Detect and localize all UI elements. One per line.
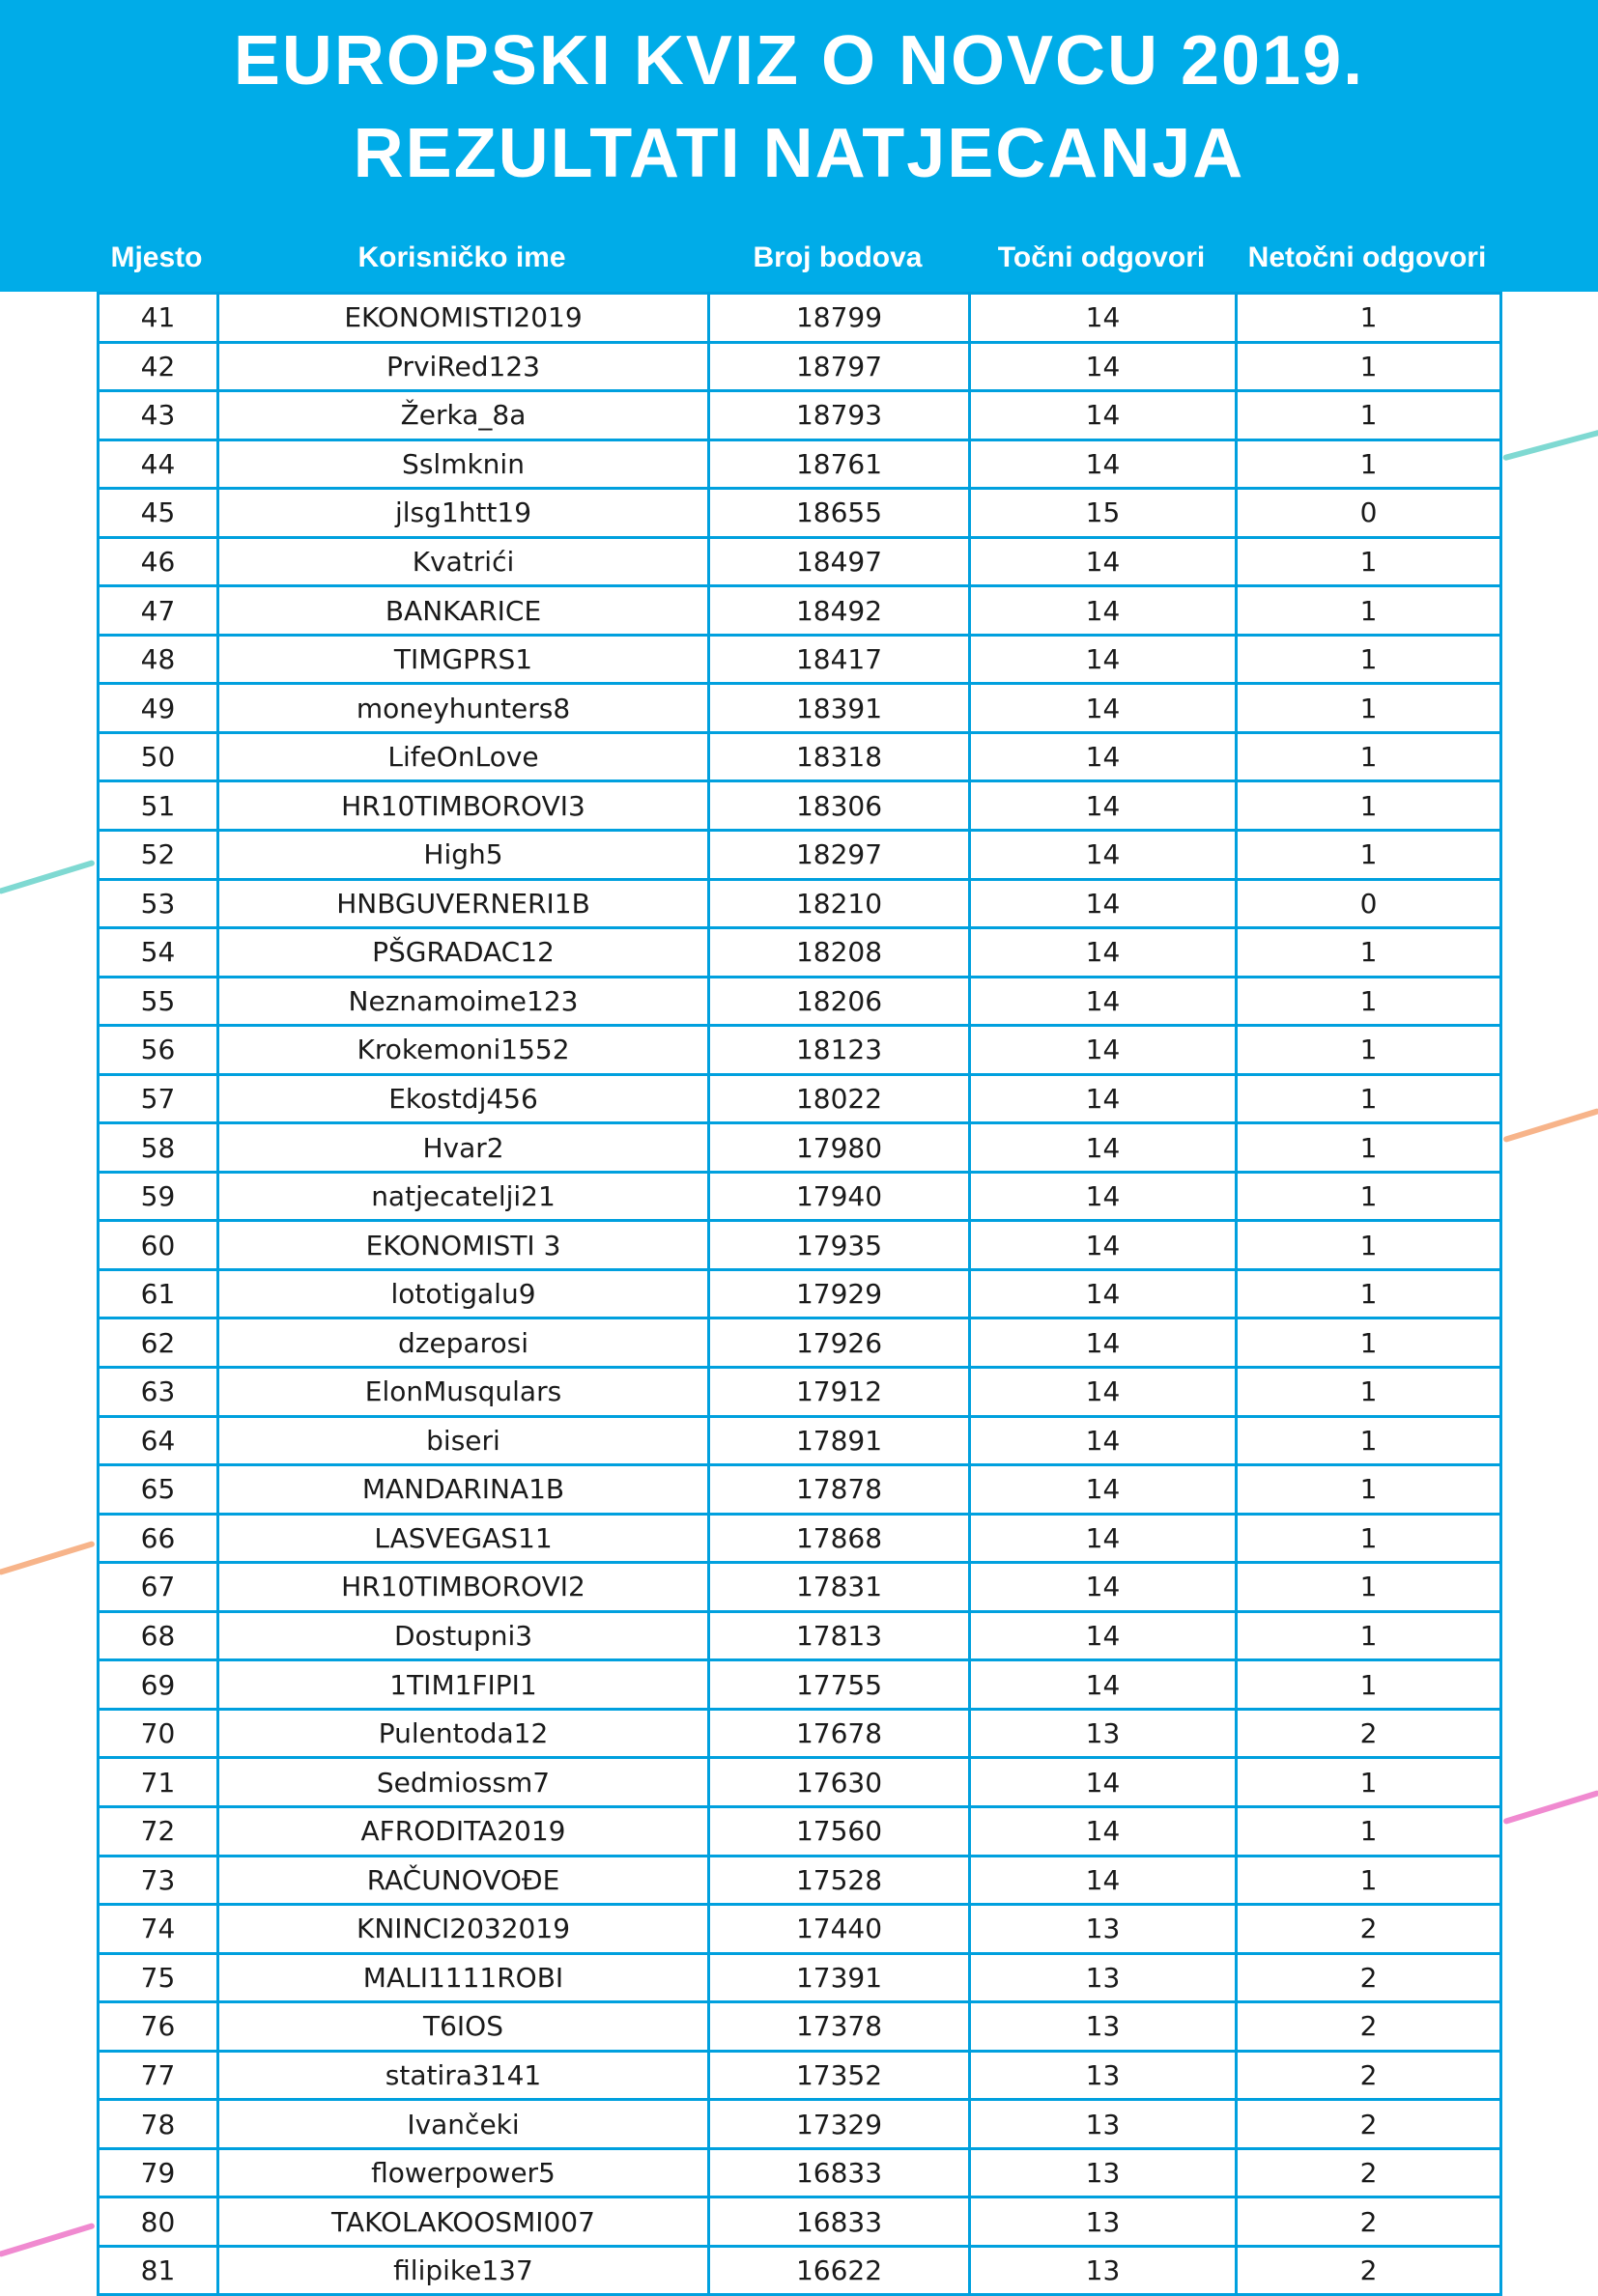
points-cell: 18655: [709, 489, 970, 538]
incorrect-answers-cell: 1: [1237, 977, 1501, 1026]
points-cell: 17891: [709, 1416, 970, 1465]
table-row: [99, 2100, 1501, 2149]
correct-answers-cell: 15: [970, 489, 1237, 538]
correct-answers-cell: 14: [970, 1660, 1237, 1710]
points-cell: 17935: [709, 1221, 970, 1270]
table-row: [99, 1074, 1501, 1123]
correct-answers-cell: 13: [970, 2197, 1237, 2247]
username-cell: Sedmiossm7: [218, 1758, 709, 1807]
incorrect-answers-cell: 1: [1237, 294, 1501, 343]
table-row: [99, 2148, 1501, 2197]
correct-answers-cell: 14: [970, 1269, 1237, 1318]
incorrect-answers-cell: 1: [1237, 1514, 1501, 1563]
rank-cell: 44: [99, 439, 218, 489]
rank-cell: 54: [99, 928, 218, 978]
incorrect-answers-cell: 1: [1237, 635, 1501, 684]
table-row: [99, 1905, 1501, 1954]
username-cell: 1TIM1FIPI1: [218, 1660, 709, 1710]
rank-cell: 55: [99, 977, 218, 1026]
points-cell: 17926: [709, 1318, 970, 1368]
correct-answers-cell: 13: [970, 1905, 1237, 1954]
rank-cell: 47: [99, 586, 218, 636]
rank-cell: 81: [99, 2246, 218, 2295]
username-cell: jlsg1htt19: [218, 489, 709, 538]
correct-answers-cell: 14: [970, 1172, 1237, 1221]
correct-answers-cell: 14: [970, 928, 1237, 978]
correct-answers-cell: 14: [970, 1563, 1237, 1612]
rank-cell: 69: [99, 1660, 218, 1710]
rank-cell: 41: [99, 294, 218, 343]
points-cell: 18318: [709, 732, 970, 781]
page-title-line-1: EUROPSKI KVIZ O NOVCU 2019.: [233, 22, 1365, 99]
username-cell: HR10TIMBOROVI3: [218, 781, 709, 831]
points-cell: 18492: [709, 586, 970, 636]
incorrect-answers-cell: 1: [1237, 1074, 1501, 1123]
incorrect-answers-cell: 1: [1237, 1269, 1501, 1318]
correct-answers-cell: 14: [970, 1611, 1237, 1660]
correct-answers-cell: 14: [970, 1514, 1237, 1563]
table-row: [99, 342, 1501, 391]
table-row: [99, 831, 1501, 880]
username-cell: dzeparosi: [218, 1318, 709, 1368]
rank-cell: 74: [99, 1905, 218, 1954]
points-cell: 17630: [709, 1758, 970, 1807]
table-row: [99, 635, 1501, 684]
correct-answers-cell: 14: [970, 1074, 1237, 1123]
points-cell: 17929: [709, 1269, 970, 1318]
username-cell: Sslmknin: [218, 439, 709, 489]
rank-cell: 66: [99, 1514, 218, 1563]
table-row: [99, 586, 1501, 636]
username-cell: T6IOS: [218, 2002, 709, 2052]
decorative-stroke: [1502, 1790, 1598, 1825]
column-header-broj-bodova: Broj bodova: [753, 241, 923, 273]
incorrect-answers-cell: 1: [1237, 1172, 1501, 1221]
incorrect-answers-cell: 1: [1237, 831, 1501, 880]
correct-answers-cell: 14: [970, 977, 1237, 1026]
column-header-mjesto: Mjesto: [110, 241, 203, 273]
incorrect-answers-cell: 1: [1237, 586, 1501, 636]
correct-answers-cell: 14: [970, 1368, 1237, 1417]
table-row: [99, 1368, 1501, 1417]
correct-answers-cell: 14: [970, 1026, 1237, 1075]
username-cell: Ivančeki: [218, 2100, 709, 2149]
column-header-netocni-odgovori: Netočni odgovori: [1247, 241, 1487, 273]
username-cell: Krokemoni1552: [218, 1026, 709, 1075]
username-cell: PŠGRADAC12: [218, 928, 709, 978]
username-cell: Kvatrići: [218, 537, 709, 586]
table-row: [99, 1123, 1501, 1173]
username-cell: natjecatelji21: [218, 1172, 709, 1221]
table-row: [99, 1026, 1501, 1075]
rank-cell: 65: [99, 1465, 218, 1515]
incorrect-answers-cell: 2: [1237, 2197, 1501, 2247]
correct-answers-cell: 14: [970, 391, 1237, 440]
incorrect-answers-cell: 1: [1237, 537, 1501, 586]
incorrect-answers-cell: 1: [1237, 1611, 1501, 1660]
incorrect-answers-cell: 2: [1237, 2100, 1501, 2149]
username-cell: High5: [218, 831, 709, 880]
username-cell: TAKOLAKOOSMI007: [218, 2197, 709, 2247]
rank-cell: 57: [99, 1074, 218, 1123]
points-cell: 18297: [709, 831, 970, 880]
table-row: [99, 537, 1501, 586]
rank-cell: 51: [99, 781, 218, 831]
points-cell: 18497: [709, 537, 970, 586]
username-cell: EKONOMISTI 3: [218, 1221, 709, 1270]
incorrect-answers-cell: 1: [1237, 439, 1501, 489]
points-cell: 17678: [709, 1709, 970, 1758]
table-row: [99, 1953, 1501, 2002]
points-cell: 17878: [709, 1465, 970, 1515]
correct-answers-cell: 13: [970, 1709, 1237, 1758]
correct-answers-cell: 14: [970, 439, 1237, 489]
correct-answers-cell: 14: [970, 294, 1237, 343]
points-cell: 16833: [709, 2197, 970, 2247]
username-cell: Hvar2: [218, 1123, 709, 1173]
table-row: [99, 732, 1501, 781]
correct-answers-cell: 14: [970, 635, 1237, 684]
username-cell: ElonMusqulars: [218, 1368, 709, 1417]
correct-answers-cell: 13: [970, 1953, 1237, 2002]
points-cell: 17528: [709, 1856, 970, 1905]
points-cell: 18208: [709, 928, 970, 978]
incorrect-answers-cell: 1: [1237, 1660, 1501, 1710]
username-cell: filipike137: [218, 2246, 709, 2295]
points-cell: 18793: [709, 391, 970, 440]
rank-cell: 49: [99, 684, 218, 733]
points-cell: 17378: [709, 2002, 970, 2052]
correct-answers-cell: 14: [970, 1465, 1237, 1515]
points-cell: 17912: [709, 1368, 970, 1417]
table-row: [99, 1709, 1501, 1758]
username-cell: flowerpower5: [218, 2148, 709, 2197]
table-row: [99, 2246, 1501, 2295]
username-cell: MALI1111ROBI: [218, 1953, 709, 2002]
rank-cell: 63: [99, 1368, 218, 1417]
rank-cell: 60: [99, 1221, 218, 1270]
table-row: [99, 1514, 1501, 1563]
incorrect-answers-cell: 2: [1237, 2246, 1501, 2295]
incorrect-answers-cell: 1: [1237, 1416, 1501, 1465]
username-cell: AFRODITA2019: [218, 1806, 709, 1856]
username-cell: LASVEGAS11: [218, 1514, 709, 1563]
table-row: [99, 879, 1501, 928]
username-cell: BANKARICE: [218, 586, 709, 636]
points-cell: 17868: [709, 1514, 970, 1563]
rank-cell: 62: [99, 1318, 218, 1368]
username-cell: KNINCI2032019: [218, 1905, 709, 1954]
correct-answers-cell: 14: [970, 1806, 1237, 1856]
incorrect-answers-cell: 1: [1237, 1368, 1501, 1417]
rank-cell: 42: [99, 342, 218, 391]
results-table: [97, 292, 1502, 2296]
rank-cell: 45: [99, 489, 218, 538]
table-row: [99, 977, 1501, 1026]
table-row: [99, 1758, 1501, 1807]
correct-answers-cell: 13: [970, 2246, 1237, 2295]
rank-cell: 76: [99, 2002, 218, 2052]
rank-cell: 71: [99, 1758, 218, 1807]
points-cell: 18123: [709, 1026, 970, 1075]
table-row: [99, 1856, 1501, 1905]
rank-cell: 43: [99, 391, 218, 440]
username-cell: HR10TIMBOROVI2: [218, 1563, 709, 1612]
points-cell: 17813: [709, 1611, 970, 1660]
table-row: [99, 439, 1501, 489]
points-cell: 18417: [709, 635, 970, 684]
rank-cell: 48: [99, 635, 218, 684]
points-cell: 16833: [709, 2148, 970, 2197]
header-banner: [0, 0, 1598, 292]
rank-cell: 56: [99, 1026, 218, 1075]
correct-answers-cell: 14: [970, 781, 1237, 831]
incorrect-answers-cell: 2: [1237, 1905, 1501, 1954]
points-cell: 18797: [709, 342, 970, 391]
rank-cell: 61: [99, 1269, 218, 1318]
incorrect-answers-cell: 1: [1237, 1221, 1501, 1270]
table-row: [99, 1563, 1501, 1612]
correct-answers-cell: 14: [970, 879, 1237, 928]
incorrect-answers-cell: 1: [1237, 732, 1501, 781]
points-cell: 18022: [709, 1074, 970, 1123]
incorrect-answers-cell: 1: [1237, 342, 1501, 391]
points-cell: 17440: [709, 1905, 970, 1954]
username-cell: biseri: [218, 1416, 709, 1465]
decorative-stroke: [1502, 1108, 1598, 1143]
points-cell: 17329: [709, 2100, 970, 2149]
rank-cell: 46: [99, 537, 218, 586]
incorrect-answers-cell: 1: [1237, 1758, 1501, 1807]
rank-cell: 80: [99, 2197, 218, 2247]
points-cell: 17391: [709, 1953, 970, 2002]
table-row: [99, 1221, 1501, 1270]
points-cell: 16622: [709, 2246, 970, 2295]
username-cell: RAČUNOVOĐE: [218, 1856, 709, 1905]
table-row: [99, 2197, 1501, 2247]
username-cell: PrviRed123: [218, 342, 709, 391]
username-cell: Žerka_8a: [218, 391, 709, 440]
page-title-line-2: REZULTATI NATJECANJA: [353, 115, 1245, 192]
table-row: [99, 1172, 1501, 1221]
points-cell: 17831: [709, 1563, 970, 1612]
rank-cell: 77: [99, 2051, 218, 2100]
rank-cell: 67: [99, 1563, 218, 1612]
table-row: [99, 1416, 1501, 1465]
correct-answers-cell: 14: [970, 1123, 1237, 1173]
correct-answers-cell: 14: [970, 1856, 1237, 1905]
username-cell: TIMGPRS1: [218, 635, 709, 684]
incorrect-answers-cell: 2: [1237, 2148, 1501, 2197]
correct-answers-cell: 14: [970, 342, 1237, 391]
table-row: [99, 391, 1501, 440]
table-row: [99, 1660, 1501, 1710]
username-cell: moneyhunters8: [218, 684, 709, 733]
incorrect-answers-cell: 2: [1237, 2051, 1501, 2100]
rank-cell: 79: [99, 2148, 218, 2197]
table-row: [99, 1465, 1501, 1515]
incorrect-answers-cell: 0: [1237, 489, 1501, 538]
incorrect-answers-cell: 1: [1237, 684, 1501, 733]
correct-answers-cell: 14: [970, 586, 1237, 636]
incorrect-answers-cell: 1: [1237, 1026, 1501, 1075]
incorrect-answers-cell: 1: [1237, 1563, 1501, 1612]
decorative-stroke: [0, 1541, 96, 1575]
points-cell: 18761: [709, 439, 970, 489]
decorative-stroke: [1502, 430, 1598, 462]
decorative-stroke: [0, 860, 96, 894]
incorrect-answers-cell: 1: [1237, 1856, 1501, 1905]
table-row: [99, 2051, 1501, 2100]
rank-cell: 58: [99, 1123, 218, 1173]
rank-cell: 53: [99, 879, 218, 928]
rank-cell: 59: [99, 1172, 218, 1221]
table-row: [99, 1611, 1501, 1660]
username-cell: MANDARINA1B: [218, 1465, 709, 1515]
username-cell: LifeOnLove: [218, 732, 709, 781]
username-cell: HNBGUVERNERI1B: [218, 879, 709, 928]
table-row: [99, 781, 1501, 831]
username-cell: Neznamoime123: [218, 977, 709, 1026]
table-row: [99, 2002, 1501, 2052]
incorrect-answers-cell: 0: [1237, 879, 1501, 928]
incorrect-answers-cell: 2: [1237, 2002, 1501, 2052]
points-cell: 17980: [709, 1123, 970, 1173]
table-row: [99, 489, 1501, 538]
incorrect-answers-cell: 2: [1237, 1709, 1501, 1758]
rank-cell: 68: [99, 1611, 218, 1660]
incorrect-answers-cell: 1: [1237, 1123, 1501, 1173]
results-table-body: [99, 294, 1501, 2295]
column-header-tocni-odgovori: Točni odgovori: [997, 241, 1206, 273]
correct-answers-cell: 14: [970, 1221, 1237, 1270]
username-cell: lototigalu9: [218, 1269, 709, 1318]
rank-cell: 64: [99, 1416, 218, 1465]
points-cell: 17352: [709, 2051, 970, 2100]
table-row: [99, 1806, 1501, 1856]
correct-answers-cell: 14: [970, 1318, 1237, 1368]
correct-answers-cell: 13: [970, 2002, 1237, 2052]
points-cell: 18391: [709, 684, 970, 733]
points-cell: 18210: [709, 879, 970, 928]
correct-answers-cell: 14: [970, 732, 1237, 781]
decorative-stroke: [0, 2223, 96, 2257]
incorrect-answers-cell: 1: [1237, 928, 1501, 978]
correct-answers-cell: 14: [970, 537, 1237, 586]
column-header-korisnicko-ime: Korisničko ime: [357, 241, 566, 273]
username-cell: statira3141: [218, 2051, 709, 2100]
table-row: [99, 294, 1501, 343]
table-row: [99, 928, 1501, 978]
points-cell: 18799: [709, 294, 970, 343]
incorrect-answers-cell: 1: [1237, 391, 1501, 440]
incorrect-answers-cell: 1: [1237, 1806, 1501, 1856]
points-cell: 18206: [709, 977, 970, 1026]
table-row: [99, 1269, 1501, 1318]
rank-cell: 70: [99, 1709, 218, 1758]
incorrect-answers-cell: 1: [1237, 1465, 1501, 1515]
points-cell: 18306: [709, 781, 970, 831]
correct-answers-cell: 14: [970, 684, 1237, 733]
table-row: [99, 1318, 1501, 1368]
correct-answers-cell: 13: [970, 2100, 1237, 2149]
incorrect-answers-cell: 1: [1237, 1318, 1501, 1368]
rank-cell: 75: [99, 1953, 218, 2002]
rank-cell: 50: [99, 732, 218, 781]
correct-answers-cell: 13: [970, 2051, 1237, 2100]
correct-answers-cell: 14: [970, 1758, 1237, 1807]
rank-cell: 73: [99, 1856, 218, 1905]
incorrect-answers-cell: 2: [1237, 1953, 1501, 2002]
correct-answers-cell: 14: [970, 831, 1237, 880]
points-cell: 17560: [709, 1806, 970, 1856]
username-cell: Pulentoda12: [218, 1709, 709, 1758]
rank-cell: 78: [99, 2100, 218, 2149]
rank-cell: 72: [99, 1806, 218, 1856]
username-cell: Dostupni3: [218, 1611, 709, 1660]
username-cell: Ekostdj456: [218, 1074, 709, 1123]
correct-answers-cell: 14: [970, 1416, 1237, 1465]
points-cell: 17755: [709, 1660, 970, 1710]
points-cell: 17940: [709, 1172, 970, 1221]
rank-cell: 52: [99, 831, 218, 880]
username-cell: EKONOMISTI2019: [218, 294, 709, 343]
correct-answers-cell: 13: [970, 2148, 1237, 2197]
table-row: [99, 684, 1501, 733]
incorrect-answers-cell: 1: [1237, 781, 1501, 831]
